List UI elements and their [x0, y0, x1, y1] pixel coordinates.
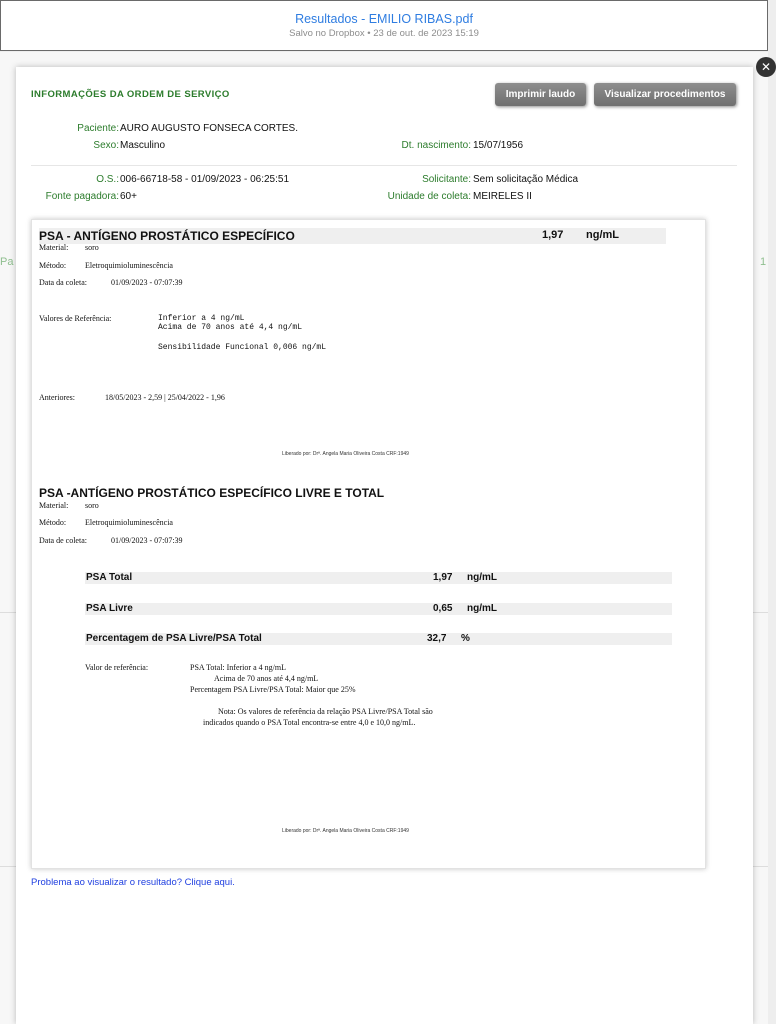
reference-line: PSA Total: Inferior a 4 ng/mL	[190, 663, 286, 672]
method-value: Eletroquimioluminescência	[85, 261, 173, 270]
patient-label: Paciente:	[77, 123, 119, 134]
reference-line: Acima de 70 anos até 4,4 ng/mL	[158, 323, 303, 332]
os-value: 006-66718-58 - 01/09/2023 - 06:25:51	[120, 174, 290, 185]
sex-value: Masculino	[120, 140, 166, 151]
material-label: Material:	[39, 243, 69, 252]
released-by: Liberado por: Drª. Angela Maria Oliveira Costa CRF:1949	[282, 828, 409, 834]
result-unit: ng/mL	[467, 572, 497, 583]
material-value: soro	[85, 501, 99, 510]
result-unit: %	[461, 633, 470, 644]
material-value: soro	[85, 243, 99, 252]
method-value: Eletroquimioluminescência	[85, 518, 173, 527]
previous-results-label: Anteriores:	[39, 393, 75, 402]
result-value: 32,7	[427, 633, 447, 644]
reference-label: Valor de referência:	[85, 663, 149, 672]
service-order-modal	[16, 67, 753, 1024]
collection-date-label: Data de coleta:	[39, 536, 87, 545]
note-line: indicados quando o PSA Total encontra-se entre 4,0 e 10,0 ng/mL.	[203, 718, 416, 727]
section-title: INFORMAÇÕES DA ORDEM DE SERVIÇO	[31, 89, 230, 100]
reference-line: Percentagem PSA Livre/PSA Total: Maior que 25%	[190, 685, 356, 694]
os-label: O.S.:	[96, 174, 119, 185]
report-card	[31, 219, 706, 869]
pdf-saved-info: Salvo no Dropbox • 23 de out. de 2023 15:19	[289, 28, 479, 39]
collection-date-value: 01/09/2023 - 07:07:39	[111, 278, 183, 287]
exam-result-unit: ng/mL	[586, 229, 619, 241]
result-row-bar	[85, 603, 672, 615]
result-name: PSA Total	[86, 572, 133, 583]
exam-result-value: 1,97	[542, 229, 564, 241]
payer-label: Fonte pagadora:	[45, 191, 119, 202]
previous-results-value: 18/05/2023 - 2,59 | 25/04/2022 - 1,96	[105, 393, 225, 402]
collection-unit-value: MEIRELES II	[473, 191, 532, 202]
method-label: Método:	[39, 261, 67, 270]
result-value: 0,65	[433, 603, 453, 614]
exam-title: PSA - ANTÍGENO PROSTÁTICO ESPECÍFICO	[39, 229, 295, 243]
collection-unit-label: Unidade de coleta:	[387, 191, 471, 202]
result-value: 1,97	[433, 572, 453, 583]
reference-line: Inferior a 4 ng/mL	[158, 314, 245, 323]
pdf-file-title[interactable]: Resultados - EMILIO RIBAS.pdf	[295, 12, 473, 26]
reference-line: Acima de 70 anos até 4,4 ng/mL	[214, 674, 319, 683]
requester-value: Sem solicitação Médica	[473, 174, 579, 185]
background-ghost-text: 1	[760, 256, 767, 268]
view-procedures-button[interactable]: Visualizar procedimentos	[594, 83, 736, 106]
patient-name: AURO AUGUSTO FONSECA CORTES.	[120, 123, 298, 134]
released-by: Liberado por: Drª. Angela Maria Oliveira Costa CRF:1949	[282, 451, 409, 457]
divider	[31, 165, 737, 166]
birthdate-label: Dt. nascimento:	[401, 140, 471, 151]
exam-title: PSA -ANTÍGENO PROSTÁTICO ESPECÍFICO LIVRE E TOTAL	[39, 486, 385, 500]
result-name: Percentagem de PSA Livre/PSA Total	[86, 633, 262, 644]
requester-label: Solicitante:	[422, 174, 471, 185]
pdf-header	[0, 0, 768, 51]
background-ghost-text: Pa	[0, 256, 14, 268]
print-report-button[interactable]: Imprimir laudo	[495, 83, 586, 106]
material-label: Material:	[39, 501, 69, 510]
close-icon[interactable]: ✕	[756, 57, 776, 77]
result-name: PSA Livre	[86, 603, 133, 614]
result-row-bar	[85, 572, 672, 584]
collection-date-label: Data da coleta:	[39, 278, 87, 287]
method-label: Método:	[39, 518, 67, 527]
collection-date-value: 01/09/2023 - 07:07:39	[111, 536, 183, 545]
note-line: Nota: Os valores de referência da relação PSA Livre/PSA Total são	[218, 707, 433, 716]
reference-line: Sensibilidade Funcional 0,006 ng/mL	[158, 343, 327, 352]
problem-viewing-link[interactable]: Problema ao visualizar o resultado? Clique aqui.	[31, 877, 235, 888]
sex-label: Sexo:	[93, 140, 119, 151]
reference-label: Valores de Referência:	[39, 314, 112, 323]
result-unit: ng/mL	[467, 603, 497, 614]
payer-value: 60+	[120, 191, 137, 202]
birthdate-value: 15/07/1956	[473, 140, 524, 151]
